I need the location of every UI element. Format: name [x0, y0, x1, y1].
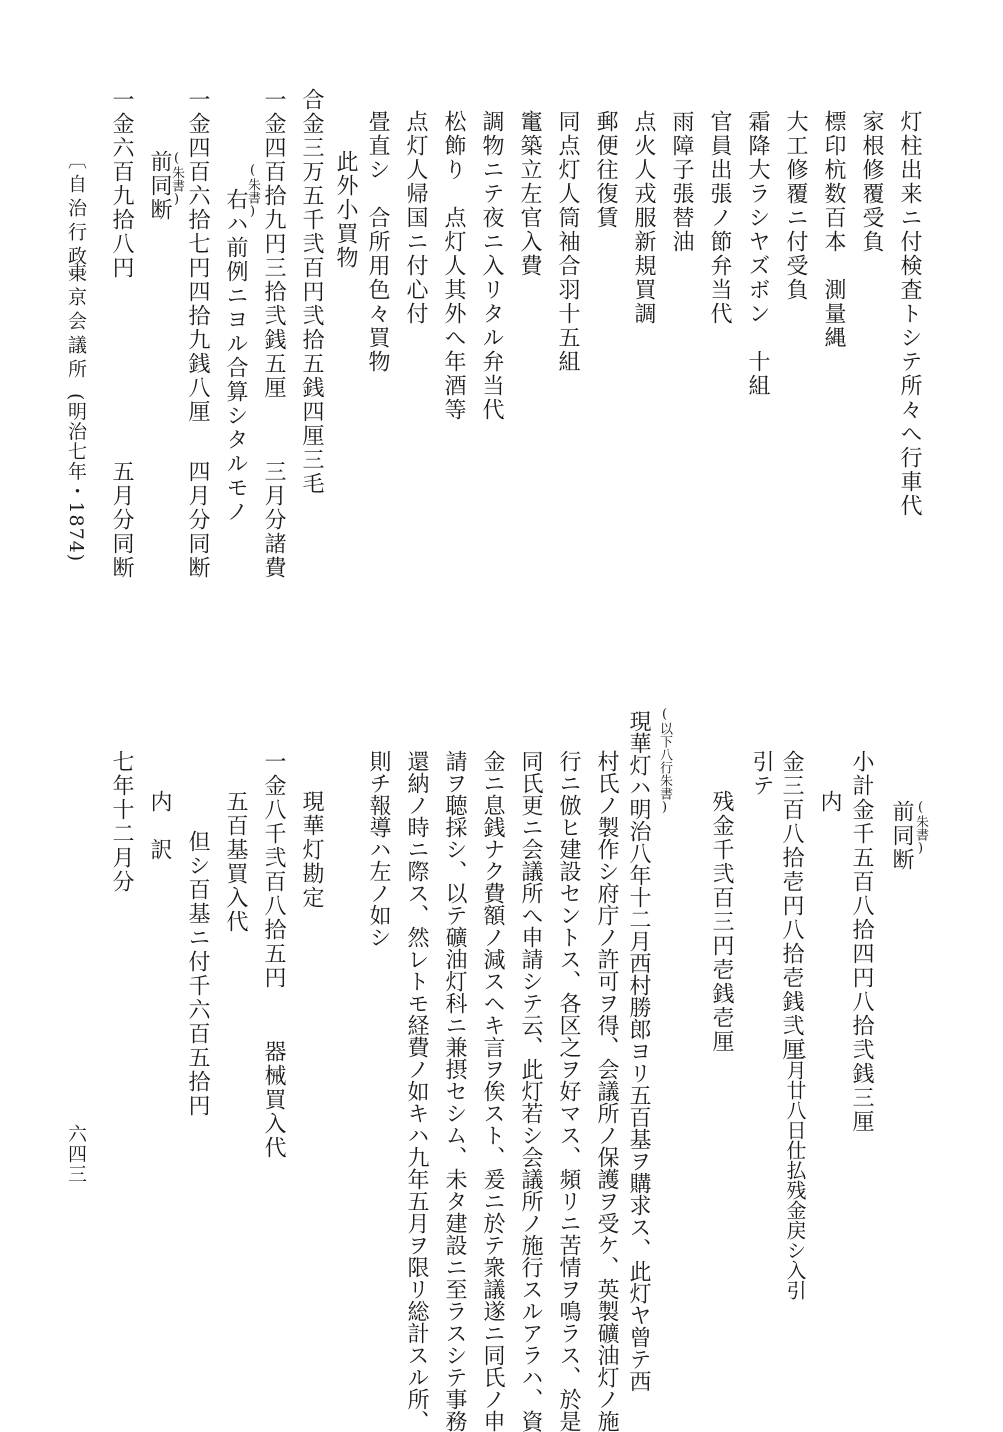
entry-line: 点灯人帰国ニ付心付	[403, 110, 428, 326]
entry-line: 竃築立左官入費	[517, 110, 542, 278]
entry-line: 家根修覆受負	[859, 110, 884, 254]
section-heading: 現華灯勘定	[299, 790, 324, 910]
note-line: 金ニ息銭ナク費額ノ減スヘキ言ヲ俟スト、爰ニ於テ衆議遂ニ同氏ノ申	[480, 750, 505, 1432]
category-label: 〔自治行政〕	[65, 150, 87, 294]
amount-line: 金三百八拾壱円八拾壱銭弐厘	[779, 750, 804, 1062]
subtotal-line: 小計金千五百八拾四円八拾弐銭三厘	[849, 750, 874, 1134]
total-line: 合金三万五千弐百円弐拾五銭四厘三毛	[299, 88, 324, 496]
amount-line: 一金八千弐百八拾五円	[261, 750, 286, 990]
entry-line: 大工修覆ニ付受負	[783, 110, 808, 302]
item-label: 五百基買入代	[223, 790, 248, 934]
entry-line: 松飾り 点灯人其外へ年酒等	[441, 110, 466, 422]
entry-line: 標印杭数百本 測量縄	[821, 110, 846, 350]
period-label: 四月分同断	[185, 460, 210, 580]
vermilion-note: (朱書)	[169, 151, 184, 207]
organization-label: 東京会議所	[65, 263, 87, 383]
entry-line: 同点灯人筒袖合羽十五組	[555, 110, 580, 374]
note-line: 但シ百基ニ付千六百五拾円	[185, 830, 210, 1118]
vermilion-note: (朱書)	[913, 800, 928, 856]
note-line: 右ハ前例ニヨル合算シタルモノ	[223, 188, 248, 524]
entry-line: 官員出張ノ節弁当代	[707, 110, 732, 326]
period-label: 五月分同断	[109, 460, 134, 580]
amount-line: 一金六百九拾八円	[109, 88, 134, 280]
note-line: 行ニ倣ヒ建設セントス、各区之ヲ好マス、頻リニ苦情ヲ鳴ラス、於是	[556, 750, 581, 1432]
era-label: (明治七年・1874)	[65, 393, 87, 563]
note-line: 現華灯ハ明治八年十二月西村勝郎ヨリ五百基ヲ購求ス、此灯ヤ曾テ西	[626, 710, 651, 1392]
amount-line: 一金四百拾九円三拾弐銭五厘	[261, 88, 286, 400]
entry-line: 点火人戎服新規買調	[631, 110, 656, 326]
note-line: 同氏更ニ会議所へ申請シテ云、此灯若シ会議所ノ施行スルアラハ、資	[518, 750, 543, 1432]
note-line: 請ヲ聴採シ、以テ礦油灯科ニ兼摂セシム、未タ建設ニ至ラスシテ事務	[442, 750, 467, 1432]
note-line: 前同断	[889, 800, 914, 872]
uchiwake-label: 内 訳	[147, 790, 172, 862]
note-line: 前同断	[147, 150, 172, 222]
entry-line: 霜降大ラシヤズボン 十組	[745, 110, 770, 398]
entry-line: 畳直シ 合所用色々買物	[365, 110, 390, 374]
entry-line: 郵便往復賃	[593, 110, 618, 230]
note-line: 還納ノ時ニ際ス、然レトモ経費ノ如キハ九年五月ヲ限リ総計スル所、	[404, 750, 429, 1432]
hikite-label: 引テ	[749, 750, 774, 798]
vermilion-note: (朱書)	[245, 163, 260, 219]
page-number: 六四三	[65, 1124, 87, 1184]
period-label: 七年十二月分	[109, 750, 134, 894]
period-label: 三月分諸費	[261, 460, 286, 580]
balance-line: 残金千弐百三円壱銭壱厘	[709, 790, 734, 1054]
amount-note: 三月廿八日仕払残金戻シ入引	[783, 1040, 807, 1300]
uchi-label: 内	[817, 790, 842, 814]
note-line: 村氏ノ製作シ府庁ノ許可ヲ得、会議所ノ保護ヲ受ケ、英製礦油灯ノ施	[594, 750, 619, 1432]
entry-line: 雨障子張替油	[669, 110, 694, 254]
note-line: 則チ報導ハ左ノ如シ	[366, 750, 391, 948]
item-label: 器械買入代	[261, 1040, 286, 1160]
entry-line: 調物ニテ夜ニ入リタル弁当代	[479, 110, 504, 422]
amount-line: 一金四百六拾七円四拾九銭八厘	[185, 88, 210, 424]
entry-line: 此外小買物	[333, 150, 358, 270]
vermilion-note: (以下八行朱書)	[657, 707, 672, 815]
entry-line: 灯柱出来ニ付検査トシテ所々へ行車代	[897, 110, 922, 518]
